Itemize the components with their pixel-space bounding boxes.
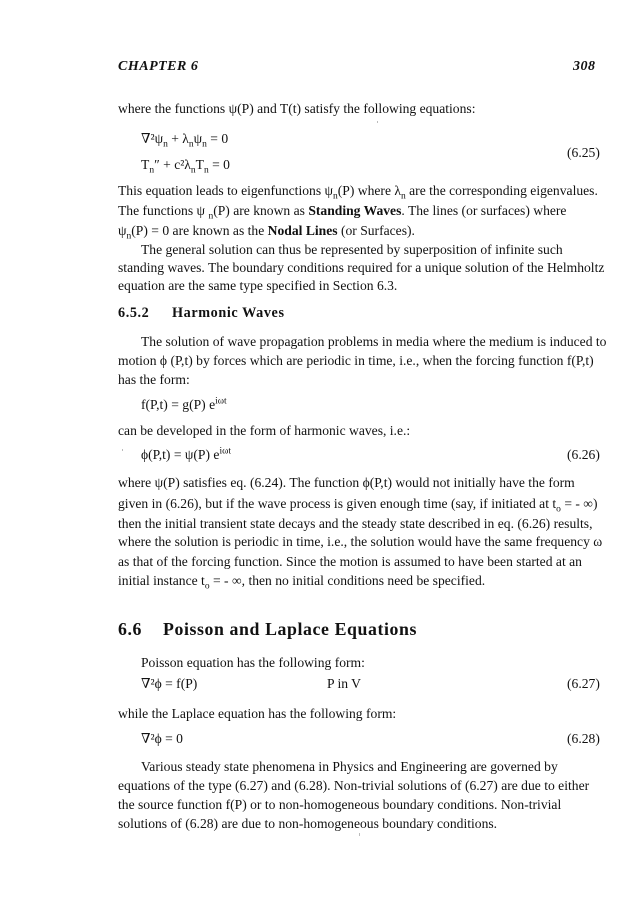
equation-6-25-line-1: $\nabla^2\psi_n + \lambda_n\psi_n = 0$	[141, 131, 229, 150]
poisson-intro: Poisson equation has the following form:	[141, 655, 365, 670]
phenomena-line-3: the source function f(P) or to non-homogeneous boundary conditions. Non-trivial	[118, 797, 562, 812]
general-solution-line-2: standing waves. The boundary conditions required for a unique solution of the Helmholtz	[118, 260, 605, 275]
equation-number-6-28: (6.28)	[567, 731, 600, 746]
equation-6-27-domain: P in V	[327, 676, 361, 691]
harmonic-line-10: initial instance $t_o$ = - ∞, then no initial conditions need be specified.	[118, 573, 486, 592]
phenomena-line-1: Various steady state phenomena in Physics and Engineering are governed by	[141, 759, 558, 774]
section-6-5-2-number: 6.5.2	[118, 305, 150, 321]
harmonic-line-3: has the form:	[118, 372, 190, 387]
general-solution-line-3: equation are the same type specified in Section 6.3.	[118, 278, 398, 293]
phenomena-line-2: equations of the type (6.27) and (6.28). Non-trivial solutions of (6.27) are due to either	[118, 778, 590, 793]
scan-speck	[122, 449, 123, 451]
equation-6-27: ∇²ϕ = f(P)	[141, 676, 198, 691]
harmonic-line-6: given in (6.26), but if the wave process is given enough time (say, if initiated at $t_o$ = - ∞)	[118, 496, 598, 515]
section-6-5-2-title: Harmonic Waves	[172, 305, 285, 321]
harmonic-line-1: The solution of wave propagation problems in media where the medium is induced to	[141, 334, 607, 349]
harmonic-line-7: then the initial transient state decays and the steady state described in eq. (6.26) results,	[118, 516, 593, 531]
section-6-6-title: Poisson and Laplace Equations	[163, 619, 418, 639]
laplace-intro: while the Laplace equation has the following form:	[118, 706, 397, 721]
harmonic-line-4: can be developed in the form of harmonic waves, i.e.:	[118, 423, 411, 438]
equation-number-6-26: (6.26)	[567, 447, 600, 462]
harmonic-line-8: where the solution is periodic in time, i.e., the solution would have the same frequency ω	[118, 534, 603, 549]
phenomena-line-4: solutions of (6.28) are due to non-homogeneous boundary conditions.	[118, 816, 498, 831]
eigenfunction-line-3: $\psi_n(P) = 0$ are known as the Nodal Lines (or Surfaces).	[118, 223, 415, 242]
eigenfunction-line-1: This equation leads to eigenfunctions $\psi_n(P)$ where $\lambda_n$ are the corresponding eigenvalues.	[118, 183, 598, 202]
equation-number-6-27: (6.27)	[567, 676, 600, 691]
intro-line: where the functions ψ(P) and T(t) satisfy the following equations:	[118, 101, 476, 116]
forcing-function-equation: f(P,t) = g(P) $e^{i\omega t}$	[141, 396, 227, 412]
general-solution-line-1: The general solution can thus be represented by superposition of infinite such	[141, 242, 563, 257]
equation-6-25-line-2: $T_n'' + c^2\lambda_nT_n = 0$	[141, 157, 230, 176]
scan-speck	[359, 833, 360, 836]
eigenfunction-line-2: The functions ψ $_n$(P) are known as Standing Waves. The lines (or surfaces) where	[118, 203, 567, 222]
harmonic-line-2: motion ϕ (P,t) by forces which are periodic in time, i.e., when the forcing function f(P,t)	[118, 353, 594, 368]
harmonic-line-5: where ψ(P) satisfies eq. (6.24). The function ϕ(P,t) would not initially have the form	[118, 475, 575, 490]
scan-speck	[377, 121, 378, 123]
equation-6-26: ϕ(P,t) = ψ(P) $e^{i\omega t}$	[141, 446, 232, 462]
equation-6-28: ∇²ϕ = 0	[141, 731, 183, 746]
page-number: 308	[573, 59, 596, 74]
chapter-header: CHAPTER 6	[118, 59, 199, 74]
section-6-6-number: 6.6	[118, 619, 143, 639]
harmonic-line-9: as that of the forcing function. Since the motion is assumed to have been started at an	[118, 554, 582, 569]
equation-number-6-25: (6.25)	[567, 145, 600, 160]
